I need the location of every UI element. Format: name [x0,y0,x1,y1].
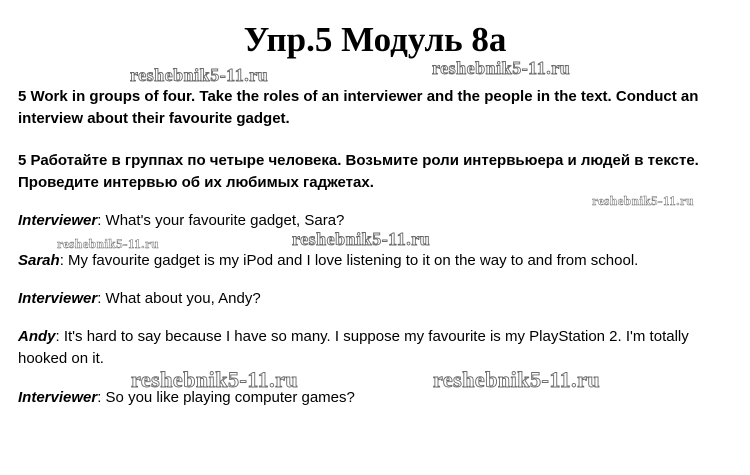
dialogue-text: : My favourite gadget is my iPod and I love listening to it on the way to and from school. [59,252,639,269]
dialogue-line-interviewer [18,387,355,409]
task-en-line-2: interview about their favourite gadget. [18,110,290,127]
dialogue-text: : What about you, Andy? [97,290,261,307]
dialogue-line-interviewer [18,288,261,310]
task-ru-line-2: Проведите интервью об их любимых гаджетах. [18,174,374,191]
speaker-name: Interviewer [18,389,98,406]
dialogue-line-andy [18,326,689,348]
task-ru-line-1: 5 Работайте в группах по четыре человека. Возьмите роли интервьюера и людей в тексте. [18,152,699,169]
dialogue-continuation: hooked on it. [18,350,104,367]
watermark: reshebnik5-11.ru [130,65,269,85]
speaker-name: Interviewer [18,290,98,307]
watermark: reshebnik5-11.ru [57,236,160,251]
watermark: reshebnik5-11.ru [432,58,571,78]
watermark: reshebnik5-11.ru [292,229,431,249]
dialogue-line-sarah [18,250,638,272]
watermark: reshebnik5-11.ru [592,193,695,208]
task-en-line-1: 5 Work in groups of four. Take the roles of an interviewer and the people in the text. Conduct an [18,88,699,105]
dialogue-text: : It's hard to say because I have so many. I suppose my favourite is my PlayStation 2. I'm totally [55,328,689,345]
speaker-name: Interviewer [18,212,98,229]
watermark: reshebnik5-11.ru [433,367,601,392]
page-title: Упр.5 Модуль 8а [243,20,507,59]
dialogue-line-interviewer [18,210,344,232]
speaker-name: Sarah [18,252,60,269]
watermark: reshebnik5-11.ru [131,367,299,392]
dialogue-text: : What's your favourite gadget, Sara? [97,212,345,229]
speaker-name: Andy [18,328,56,345]
dialogue-text: : So you like playing computer games? [97,389,355,406]
